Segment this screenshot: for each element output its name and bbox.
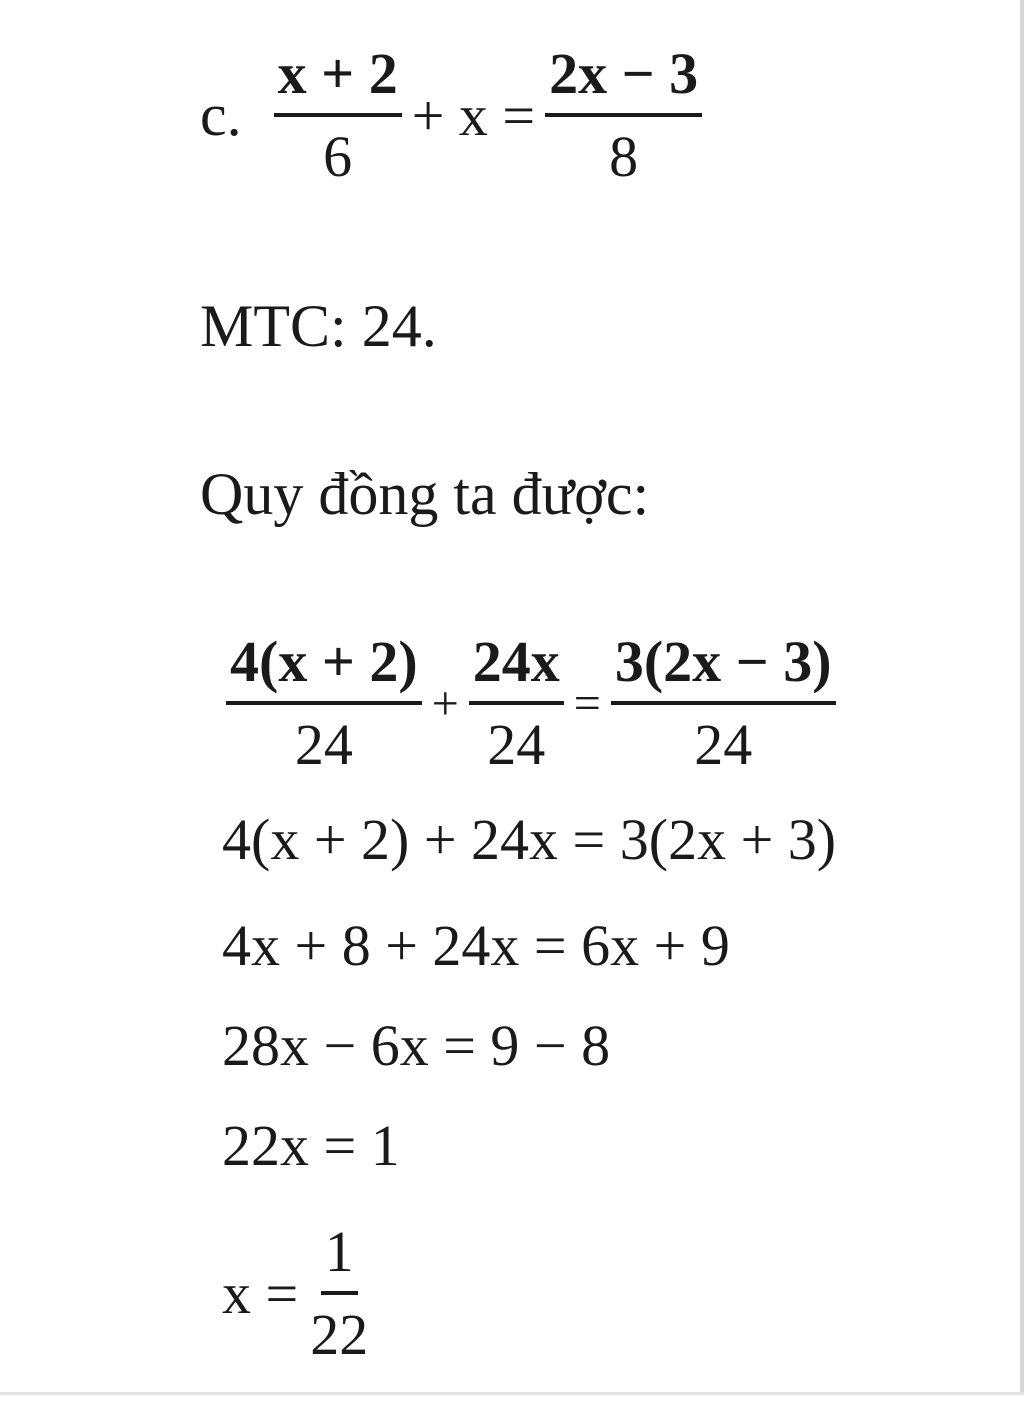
step1-fraction-3-denominator: 24 [694, 712, 753, 777]
step1-fraction-1-numerator: 4(x + 2) [226, 628, 422, 705]
step4-equation: 28x − 6x = 9 − 8 [222, 1013, 611, 1078]
problem-label: c. [200, 81, 242, 148]
step1-fraction-2-numerator: 24x [469, 628, 564, 705]
quy-dong-text: Quy đồng ta được: [200, 461, 650, 527]
step1-fraction-3 [611, 628, 836, 778]
step1-fraction-1-denominator: 24 [294, 712, 353, 777]
step1-fraction-2 [469, 628, 564, 778]
right-fraction-numerator: 2x − 3 [545, 40, 702, 117]
step1-fraction-3-numerator: 3(2x − 3) [611, 628, 836, 705]
step6-lhs: x = [222, 1260, 299, 1326]
step6-fraction [306, 1218, 372, 1368]
left-fraction-numerator: x + 2 [274, 40, 402, 117]
bottom-border [0, 1392, 1024, 1395]
right-fraction [545, 40, 702, 190]
step5-equation: 22x = 1 [222, 1113, 400, 1178]
step2-equation: 4(x + 2) + 24x = 3(2x + 3) [222, 807, 837, 872]
right-border [1020, 0, 1024, 1392]
step6-equation [222, 1218, 376, 1368]
step1-fraction-2-denominator: 24 [487, 712, 546, 777]
plus-x-equals: + x = [411, 82, 536, 148]
step1-plus: + [431, 676, 459, 730]
right-fraction-denominator: 8 [609, 124, 639, 189]
step6-denominator: 22 [310, 1302, 369, 1367]
problem-equation [200, 40, 706, 190]
step1-fraction-1 [226, 628, 422, 778]
mtc-text: MTC: 24. [200, 293, 437, 359]
left-fraction-denominator: 6 [323, 124, 353, 189]
step3-equation: 4x + 8 + 24x = 6x + 9 [222, 913, 730, 978]
left-fraction [274, 40, 402, 190]
step6-numerator: 1 [321, 1218, 358, 1295]
step1-equals: = [573, 676, 601, 730]
step1-equation [222, 628, 840, 778]
